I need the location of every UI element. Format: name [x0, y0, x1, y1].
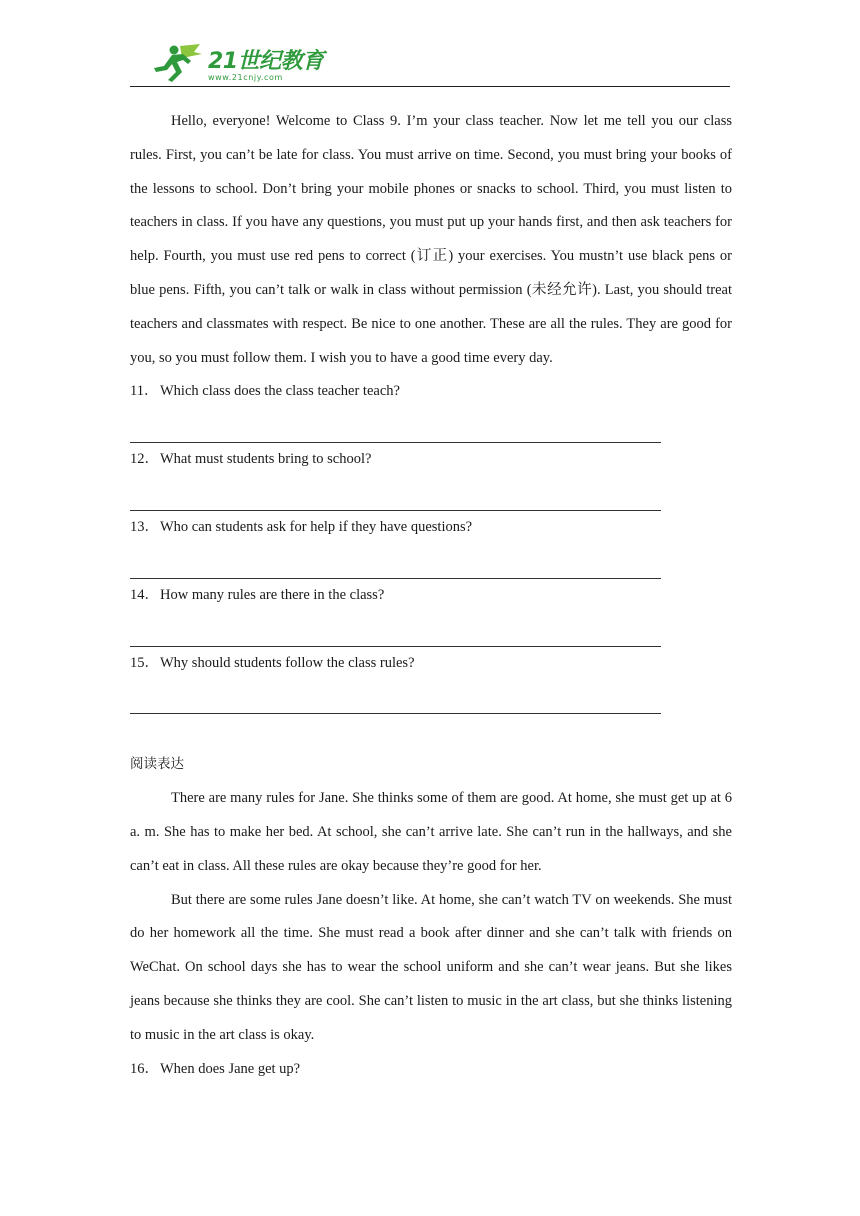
answer-line[interactable] — [130, 613, 661, 647]
question-number: 14． — [130, 586, 159, 603]
question-13 — [130, 511, 732, 579]
question-number: 13． — [130, 518, 159, 535]
logo-main-text: 21世纪教育 — [208, 49, 324, 74]
passage-2-paragraph-2: But there are some rules Jane doesn’t like. At home, she can’t watch TV on weekends. She must do her homework all the time. She must read a book after dinner and she can’t talk with friends on WeChat. On school days she has to wear the school uniform and she can’t wear jeans. But she likes jeans because she thinks they are cool. She can’t listen to music in the art class, but she thinks listening to music in the art class is okay. — [130, 891, 732, 1043]
question-text: How many rules are there in the class? — [160, 586, 385, 603]
question-number: 12． — [130, 451, 159, 468]
question-15 — [130, 647, 732, 715]
runner-logo-icon — [150, 42, 206, 82]
question-number: 11． — [130, 383, 159, 400]
question-number: 15． — [130, 654, 159, 671]
passage-2-paragraph-1: There are many rules for Jane. She thinks some of them are good. At home, she must get up at 6 a. m. She has to make her bed. At school, she can’t arrive late. She can’t run in the hallways, and she can’t eat in class. All these rules are okay because they’re good for her. — [130, 790, 732, 874]
answer-line[interactable] — [130, 680, 661, 714]
question-12 — [130, 443, 732, 511]
section-title: 阅读表达 — [130, 756, 184, 773]
question-number: 16． — [130, 1060, 159, 1077]
site-logo — [150, 42, 324, 82]
page-header — [130, 40, 730, 87]
answer-line[interactable] — [130, 545, 661, 579]
question-text: Who can students ask for help if they have questions? — [160, 518, 473, 535]
question-text: Why should students follow the class rules? — [160, 654, 415, 671]
passage-1: Hello, everyone! Welcome to Class 9. I’m your class teacher. Now let me tell you our class rules. First, you can’t be late for class. You must arrive on time. Second, you must bring your books of the lessons to school. Don’t bring your mobile phones or snacks to school. Third, you must listen to teachers in class. If you have any questions, you must put up your hands first, and then ask teachers for help. Fourth, you must use red pens to correct (订正) your exercises. You mustn’t use black pens or blue pens. Fifth, you can’t talk or walk in class without permission (未经允许). Last, you should treat teachers and classmates with respect. Be nice to one another. These are all the rules. They are good for you, so you must follow them. I wish you to have a good time every day. — [130, 113, 732, 366]
question-text: Which class does the class teacher teach? — [160, 383, 400, 400]
logo-url-text: www.21cnjy.com — [208, 73, 283, 82]
question-text: What must students bring to school? — [160, 451, 372, 468]
answer-line[interactable] — [130, 409, 661, 443]
question-14 — [130, 579, 732, 647]
question-text: When does Jane get up? — [160, 1060, 301, 1077]
question-16 — [130, 1053, 732, 1087]
document-body — [130, 105, 732, 1086]
question-11 — [130, 375, 732, 443]
answer-line[interactable] — [130, 477, 661, 511]
